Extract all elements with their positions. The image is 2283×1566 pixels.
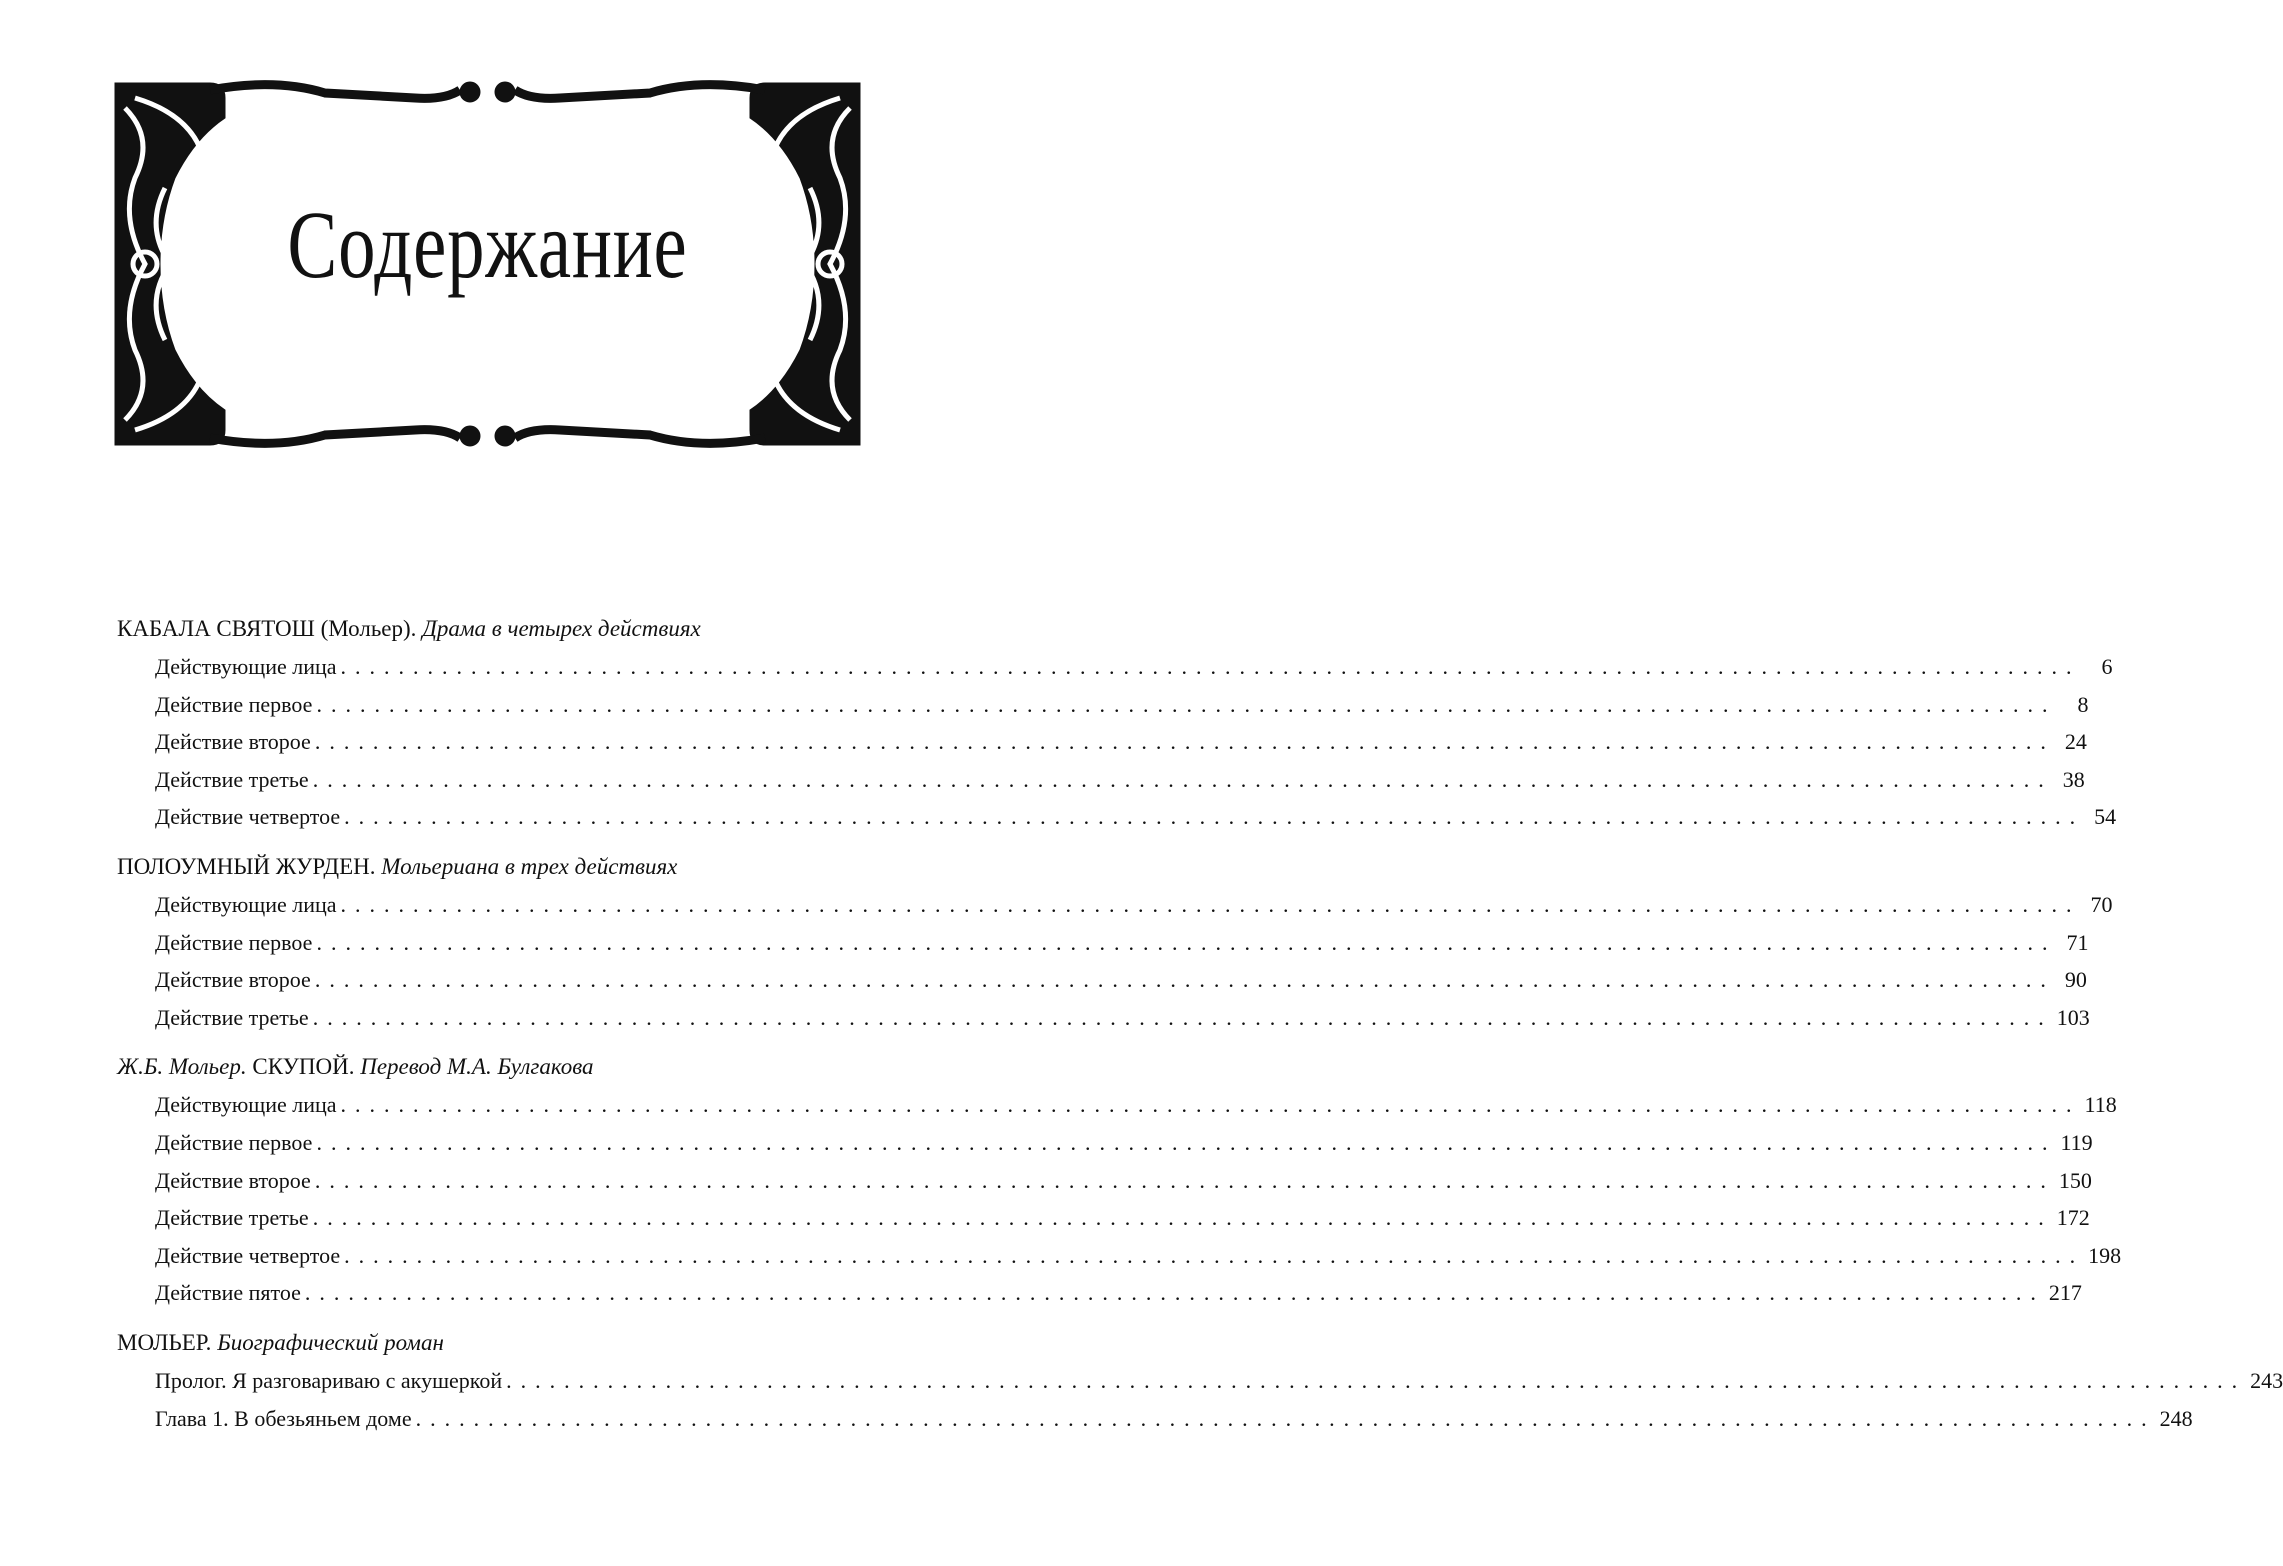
entry-page-number: 103: [2056, 1004, 2090, 1030]
section-heading-part: Биографический роман: [217, 1329, 444, 1355]
toc-entry[interactable]: [117, 999, 2090, 1037]
entry-page-number: 54: [2094, 804, 2117, 830]
toc-entry[interactable]: [117, 761, 2085, 799]
entry-page-number: 243: [2250, 1367, 2283, 1393]
entry-page-number: 198: [2088, 1242, 2122, 1268]
toc-entry[interactable]: [117, 1162, 2092, 1200]
entry-page-number: 6: [2101, 654, 2113, 679]
leader-dots: ........................................................................................................................: [344, 804, 2085, 830]
toc-entry[interactable]: [117, 798, 2117, 836]
toc-entry[interactable]: [117, 1237, 2122, 1275]
entry-label: Действие второе: [155, 967, 311, 993]
leader-dots: ........................................................................................................................: [340, 1092, 2081, 1118]
entry-label: Действующие лица: [155, 891, 337, 917]
entry-label: Глава 1. В обезьяньем доме: [155, 1405, 412, 1431]
section-heading-part: ПОЛОУМНЫЙ ЖУРДЕН.: [117, 853, 382, 879]
leader-dots: ........................................................................................................................: [506, 1367, 2247, 1393]
toc-entry[interactable]: [117, 961, 2087, 999]
page-title: Содержание: [287, 191, 688, 298]
entry-page-number: 119: [2060, 1129, 2093, 1155]
leader-dots: ........................................................................................................................: [304, 1280, 2045, 1306]
toc-entry[interactable]: [117, 924, 2089, 962]
entry-page-number: 8: [2077, 691, 2089, 717]
section-heading-part: Перевод М.А. Булгакова: [360, 1054, 594, 1080]
entry-label: Пролог. Я разговариваю с акушеркой: [155, 1367, 503, 1393]
entry-label: Действующие лица: [155, 654, 337, 679]
section-heading-part: МОЛЬЕР.: [117, 1329, 218, 1355]
entry-label: Действие третье: [155, 1004, 309, 1030]
toc-section: [117, 610, 2117, 836]
leader-dots: ........................................................................................................................: [314, 1167, 2055, 1193]
entry-label: Действие третье: [155, 766, 309, 792]
entry-page-number: 150: [2058, 1167, 2092, 1193]
entry-page-number: 248: [2159, 1405, 2193, 1431]
toc-entry[interactable]: [117, 1362, 2283, 1400]
section-heading-part: СКУПОЙ.: [252, 1054, 361, 1080]
entry-page-number: 71: [2066, 929, 2089, 955]
entry-label: Действие пятое: [155, 1280, 301, 1306]
entry-label: Действие четвертое: [155, 1242, 341, 1268]
entry-label: Действие четвертое: [155, 804, 341, 830]
leader-dots: ........................................................................................................................: [344, 1242, 2085, 1268]
entry-page-number: 217: [2048, 1280, 2082, 1306]
entry-label: Действие первое: [155, 691, 313, 717]
leader-dots: ........................................................................................................................: [316, 1129, 2057, 1155]
entry-label: Действие второе: [155, 729, 311, 755]
entry-label: Действие третье: [155, 1205, 309, 1231]
leader-dots: ........................................................................................................................: [314, 729, 2055, 755]
section-heading-part: Мольериана в трех действиях: [381, 853, 678, 879]
table-of-contents: [117, 610, 2283, 1449]
toc-entry[interactable]: [117, 1400, 2193, 1438]
section-heading: [117, 1048, 865, 1086]
leader-dots: ........................................................................................................................: [312, 766, 2053, 792]
leader-dots: ........................................................................................................................: [415, 1405, 2156, 1431]
toc-entry[interactable]: [117, 886, 2113, 924]
section-heading-part: КАБАЛА СВЯТОШ (Мольер).: [117, 616, 423, 641]
section-heading: [117, 1324, 865, 1362]
toc-section: [117, 848, 2113, 1036]
entry-page-number: 24: [2064, 729, 2087, 755]
leader-dots: ........................................................................................................................: [340, 891, 2081, 917]
toc-entry[interactable]: [117, 723, 2087, 761]
leader-dots: ........................................................................................................................: [314, 967, 2055, 993]
toc-entry[interactable]: [117, 1086, 2117, 1124]
entry-label: Действие второе: [155, 1167, 311, 1193]
entry-page-number: 38: [2062, 766, 2085, 792]
entry-page-number: 118: [2084, 1092, 2117, 1118]
toc-entry[interactable]: [117, 686, 2089, 724]
entry-label: Действующие лица: [155, 1092, 337, 1118]
toc-entry[interactable]: [117, 1124, 2093, 1162]
leader-dots: ........................................................................................................................: [312, 1004, 2053, 1030]
toc-entry[interactable]: [117, 1274, 2082, 1312]
entry-label: Действие первое: [155, 929, 313, 955]
leader-dots: ........................................................................................................................: [316, 929, 2057, 955]
toc-entry[interactable]: [117, 1199, 2090, 1237]
entry-label: Действие первое: [155, 1129, 313, 1155]
entry-page-number: 172: [2056, 1205, 2090, 1231]
entry-page-number: 90: [2064, 967, 2087, 993]
toc-section: [117, 1324, 2283, 1437]
entry-page-number: 70: [2090, 891, 2113, 917]
section-heading-part: Ж.Б. Мольер.: [117, 1054, 253, 1080]
section-heading-part: Драма в четырех действиях: [422, 616, 701, 641]
section-heading: [117, 610, 865, 648]
toc-entry[interactable]: [117, 648, 2113, 686]
leader-dots: ........................................................................................................................: [316, 691, 2057, 717]
section-heading: [117, 848, 865, 886]
toc-section: [117, 1048, 2122, 1312]
leader-dots: ........................................................................................................................: [340, 654, 2081, 679]
leader-dots: ........................................................................................................................: [312, 1205, 2053, 1231]
